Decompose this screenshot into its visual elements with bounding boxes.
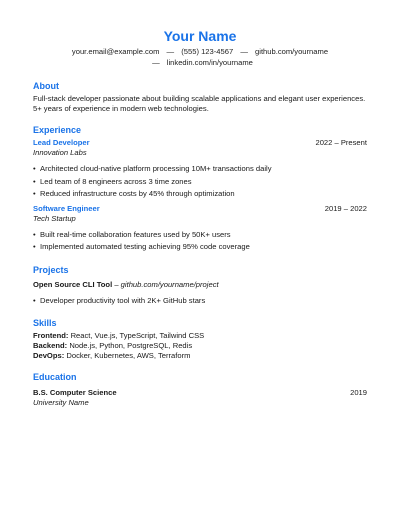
skills-heading: Skills — [33, 318, 57, 328]
company-name: Innovation Labs — [33, 148, 87, 157]
skill-value: Node.js, Python, PostgreSQL, Redis — [69, 341, 193, 350]
project-link[interactable]: github.com/yourname/project — [120, 279, 219, 289]
skill-row — [33, 341, 367, 351]
education-heading: Education — [33, 372, 77, 382]
skills-list — [33, 331, 367, 361]
experience-entry — [33, 204, 367, 254]
project-entry — [33, 280, 367, 290]
skill-value: React, Vue.js, TypeScript, Tailwind CSS — [70, 331, 205, 340]
job-dates: 2022 – Present — [315, 138, 367, 147]
education-entry — [33, 388, 367, 408]
skill-row — [33, 331, 367, 341]
list-item: • Built real-time collaboration features used by 50K+ users — [33, 229, 367, 242]
experience-entry — [33, 138, 367, 201]
graduation-year: 2019 — [350, 388, 367, 397]
github-link[interactable]: github.com/yourname — [255, 47, 329, 56]
skill-value: Docker, Kubernetes, AWS, Terraform — [66, 351, 191, 360]
phone-number: (555) 123-4567 — [181, 47, 234, 56]
degree: B.S. Computer Science — [33, 388, 117, 397]
experience-heading: Experience — [33, 125, 82, 135]
resume-name: Your Name — [163, 28, 237, 44]
list-item: • Developer productivity tool with 2K+ GitHub stars — [33, 295, 367, 308]
contact-separator: — — [166, 47, 175, 56]
job-dates: 2019 – 2022 — [324, 203, 367, 213]
school-name: University Name — [33, 398, 89, 407]
project-bullets — [33, 295, 367, 308]
projects-heading: Projects — [33, 264, 69, 275]
about-text: Full-stack developer passionate about building scalable applications and elegant user experiences. 5+ years of experience in modern web technologies. — [33, 94, 366, 113]
job-title: Software Engineer — [33, 203, 100, 213]
company-name: Tech Startup — [33, 213, 76, 223]
skill-row — [33, 351, 367, 361]
list-item: • Led team of 8 engineers across 3 time zones — [33, 176, 367, 189]
contact-line-1 — [33, 46, 367, 57]
contact-line-2 — [33, 57, 367, 68]
list-item: • Reduced infrastructure costs by 45% through optimization — [33, 188, 367, 201]
project-name: Open Source CLI Tool — [33, 279, 113, 289]
contact-separator: — — [152, 58, 160, 67]
job-title: Lead Developer — [33, 138, 90, 147]
list-item: • Architected cloud-native platform processing 10M+ transactions daily — [33, 163, 367, 176]
email-link[interactable]: your.email@example.com — [71, 47, 160, 56]
job-bullets — [33, 163, 367, 201]
skill-label: Backend: — [33, 341, 68, 350]
project-separator: – — [114, 279, 119, 289]
contact-separator: — — [240, 47, 248, 56]
skill-label: Frontend: — [33, 331, 69, 340]
about-heading: About — [33, 81, 59, 91]
list-item: • Implemented automated testing achieving 95% code coverage — [33, 241, 367, 254]
skill-label: DevOps: — [33, 351, 65, 360]
job-bullets — [33, 229, 367, 254]
contact-info — [33, 46, 367, 68]
linkedin-link[interactable]: linkedin.com/in/yourname — [166, 58, 253, 67]
